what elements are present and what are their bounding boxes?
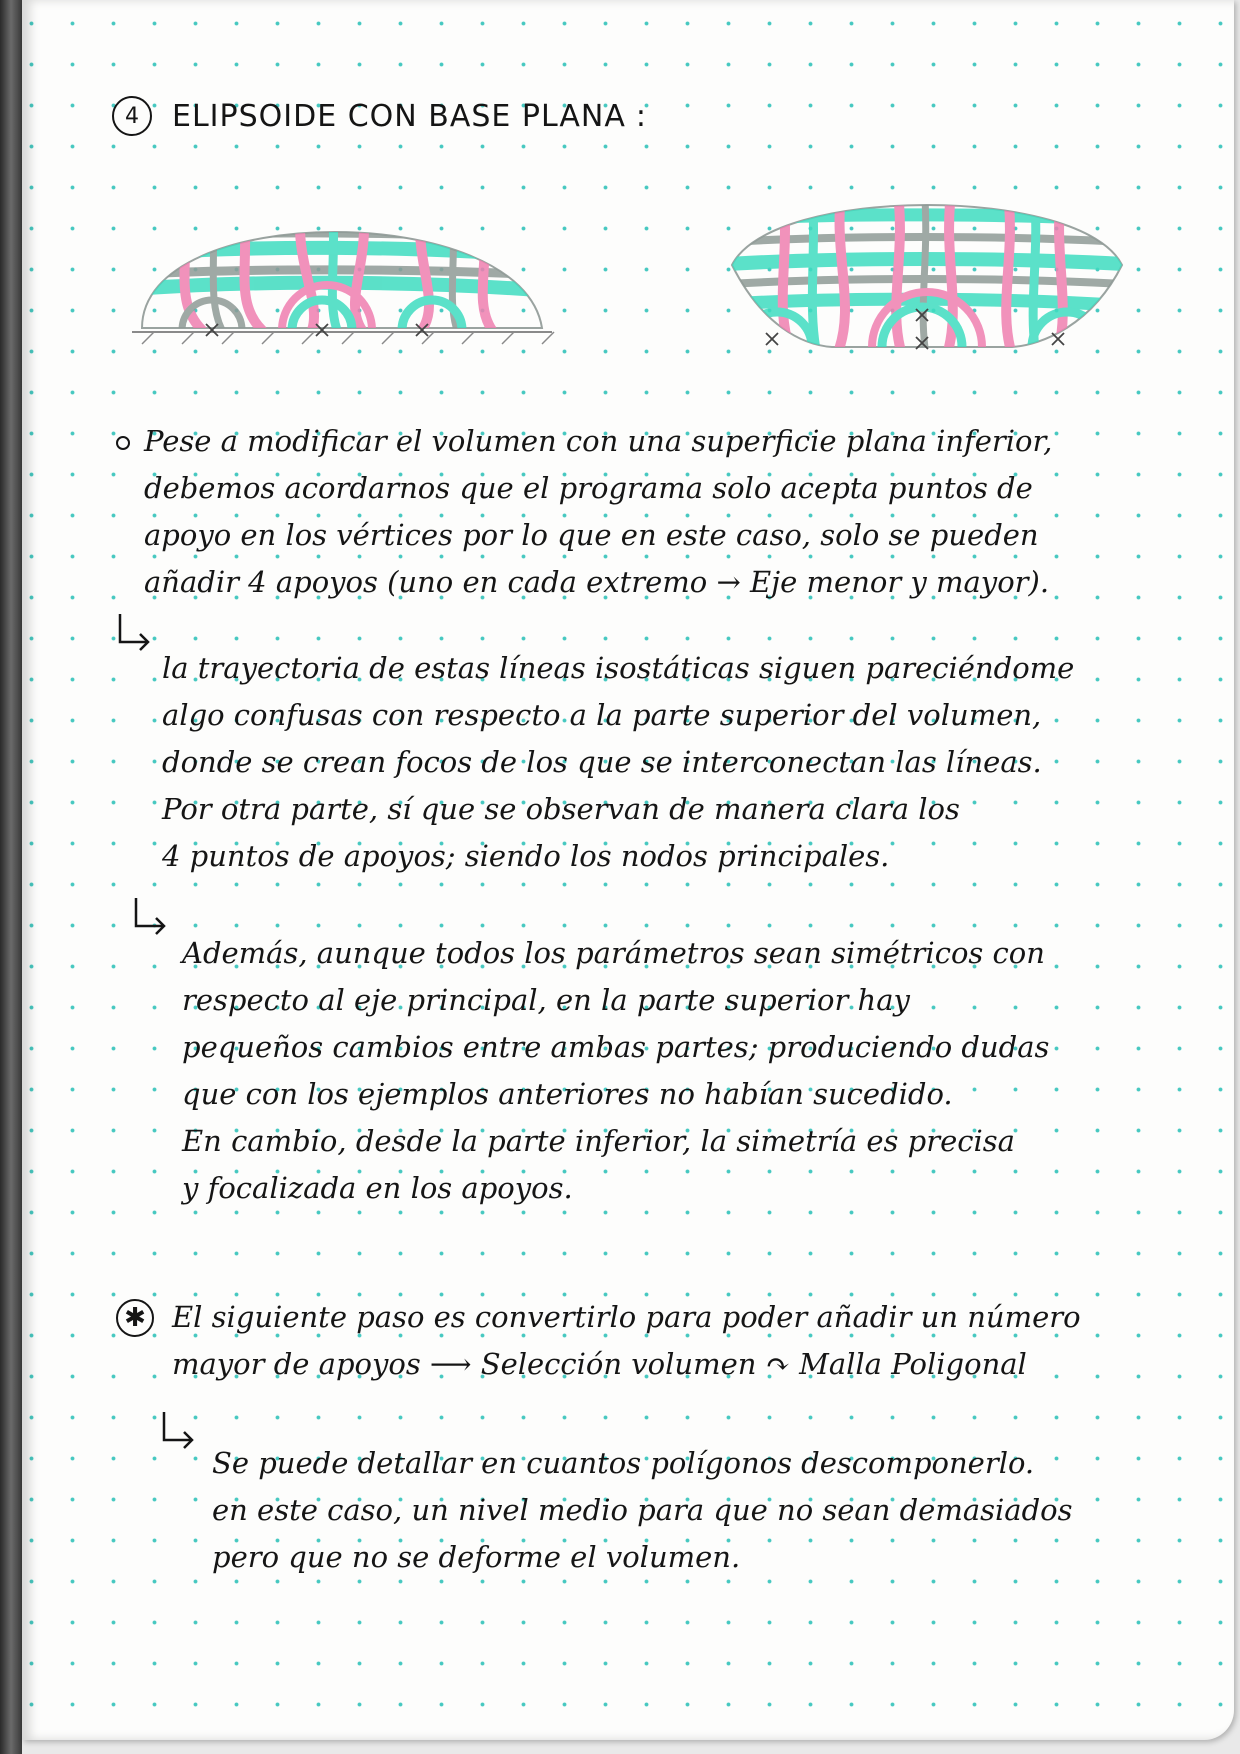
bullet-circle xyxy=(116,436,130,450)
notebook-binding xyxy=(0,0,22,1754)
text-line: El siguiente paso es convertirlo para poder añadir un número xyxy=(172,1300,1081,1334)
text-line: añadir 4 apoyos (uno en cada extremo → Eje menor y mayor). xyxy=(144,565,1050,599)
section-title: ELIPSOIDE CON BASE PLANA xyxy=(168,99,630,134)
text-line: apoyo en los vértices por lo que en este caso, solo se pueden xyxy=(144,518,1039,552)
text-line: En cambio, desde la parte inferior, la simetría es precisa xyxy=(182,1124,1015,1158)
text-line: en este caso, un nivel medio para que no sean demasiados xyxy=(212,1493,1073,1527)
paragraph-5 xyxy=(212,1440,1072,1581)
sketch-flat-base-ellipsoid xyxy=(712,165,1142,370)
paragraph-1 xyxy=(144,418,1052,606)
paragraph-4 xyxy=(172,1294,1081,1388)
text-line: la trayectoria de estas líneas isostáticas siguen pareciéndome xyxy=(162,651,1075,685)
text-line: Pese a modificar el volumen con una superficie plana inferior, xyxy=(144,424,1053,458)
return-arrow-icon xyxy=(114,612,154,656)
paragraph-3 xyxy=(182,930,1049,1212)
text-line: 4 puntos de apoyos; siendo los nodos principales. xyxy=(162,839,890,873)
text-line: que con los ejemplos anteriores no habían sucedido. xyxy=(182,1077,953,1111)
text-line: pequeños cambios entre ambas partes; produciendo dudas xyxy=(182,1030,1050,1064)
section-heading xyxy=(112,96,646,136)
paragraph-2 xyxy=(162,645,1074,880)
text-line: donde se crean focos de los que se interconectan las líneas. xyxy=(162,745,1042,779)
text-line: Además, aunque todos los parámetros sean simétricos con xyxy=(182,936,1045,970)
text-line: algo confusas con respecto a la parte superior del volumen, xyxy=(162,698,1042,732)
asterisk-circle-icon: ✱ xyxy=(116,1299,154,1337)
section-title-colon: : xyxy=(635,98,646,134)
text-line: Por otra parte, sí que se observan de manera clara los xyxy=(162,792,960,826)
text-line: pero que no se deforme el volumen. xyxy=(212,1540,741,1574)
text-line: respecto al eje principal, en la parte superior hay xyxy=(182,983,910,1017)
section-number: 4 xyxy=(112,96,152,136)
text-line: mayor de apoyos ⟶ Selección volumen ↷ Malla Poligonal xyxy=(172,1347,1027,1381)
text-line: Se puede detallar en cuantos polígonos descomponerlo. xyxy=(212,1446,1035,1480)
sketch-half-ellipsoid xyxy=(122,160,562,370)
notebook-page xyxy=(22,0,1234,1740)
text-line: y focalizada en los apoyos. xyxy=(182,1171,573,1205)
return-arrow-icon xyxy=(158,1410,198,1454)
return-arrow-icon xyxy=(130,896,170,940)
text-line: debemos acordarnos que el programa solo acepta puntos de xyxy=(144,471,1033,505)
